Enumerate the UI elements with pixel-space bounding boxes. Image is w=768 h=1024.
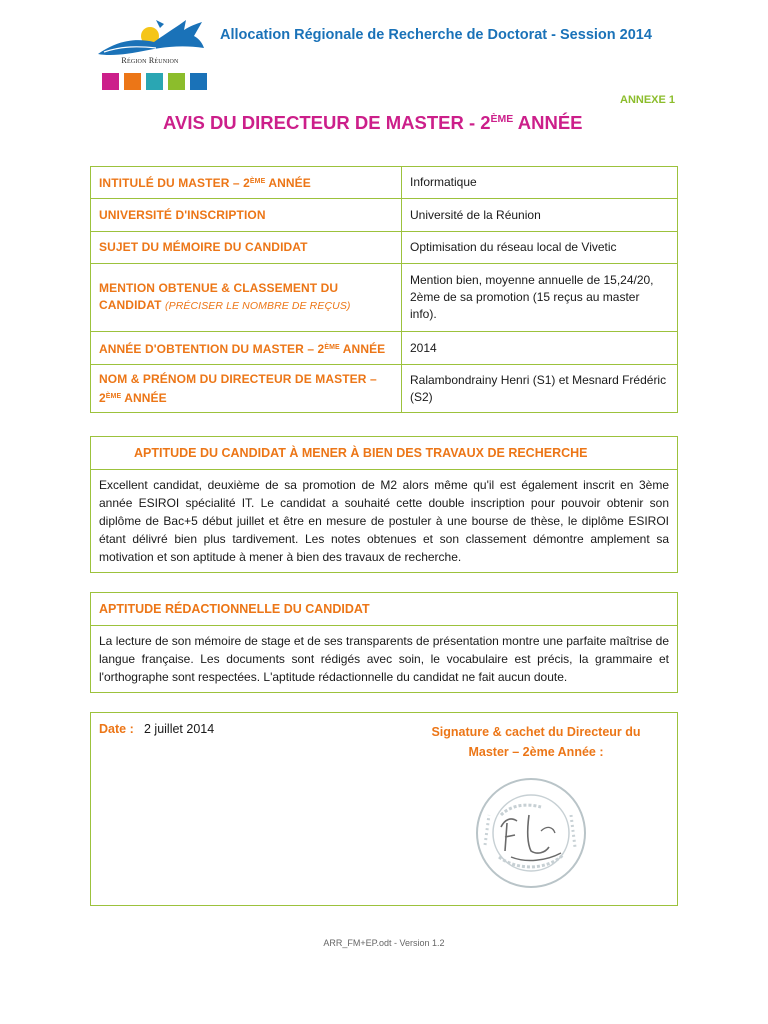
header-title: Allocation Régionale de Recherche de Doctorat - Session 2014 [220,27,652,43]
section-heading: APTITUDE DU CANDIDAT À MENER À BIEN DES TRAVAUX DE RECHERCHE [91,437,677,470]
signature-box [90,712,678,906]
row-value: Ralambondrainy Henri (S1) et Mesnard Frédéric (S2) [402,365,678,413]
table-row [91,167,678,199]
writing-aptitude-section [90,592,678,693]
label-text: ANNÉE [265,176,311,190]
signature-label-line1: Signature & cachet du Directeur du [431,725,641,739]
table-row [91,365,678,413]
stamp-signature-icon [471,775,591,893]
row-label [91,365,402,413]
logo-square-teal [146,73,163,90]
title-sup: ÈME [490,113,514,125]
table-row [91,332,678,365]
row-value: 2014 [402,332,678,365]
signature-label-line2: Master – 2ème Année : [468,745,604,759]
signature-label [401,722,671,762]
row-value: Université de la Réunion [402,199,678,232]
table-row [91,232,678,264]
section-heading: APTITUDE RÉDACTIONNELLE DU CANDIDAT [91,593,677,626]
label-text: ANNÉE D'OBTENTION DU MASTER – 2 [99,341,325,356]
label-sup: ÈME [249,178,266,185]
page-title [163,112,583,134]
label-sup: ÈME [324,343,340,351]
date-value: 2 juillet 2014 [144,722,215,736]
footer-version: ARR_FM+EP.odt - Version 1.2 [323,938,445,948]
logo-square-blue [190,73,207,90]
logo-square-orange [124,73,141,90]
label-text: INTITULÉ DU MASTER – 2 [99,176,250,190]
label-text: UNIVERSITÉ D'INSCRIPTION [99,207,266,222]
row-label [91,332,402,365]
label-text: MENTION OBTENUE & CLASSEMENT DU CANDIDAT [99,281,339,312]
logo-color-squares [102,73,207,90]
logo-square-magenta [102,73,119,90]
table-row [91,264,678,332]
master-info-table [90,166,678,413]
table-row [91,199,678,232]
section-text: Excellent candidat, deuxième de sa promotion de M2 alors même qu'il est également inscrit en 3ème année ESIROI spécialité IT. Le candidat a souhaité cette double inscription pour pouvoir obtenir son diplôme de Bac+5 début juillet et être en mesure de postuler à une bourse de thèse, le diplôme ESIROI étant délivré bien plus tardivement. Les notes obtenues et son classement démontre amplement sa motivation et son aptitude à mener à bien des travaux de recherche. [99,478,669,564]
logo-text: Région Réunion [121,56,179,65]
label-text: ANNÉE [339,341,386,356]
research-aptitude-section [90,436,678,573]
row-label [91,167,402,199]
label-hint: (PRÉCISER LE NOMBRE DE REÇUS) [165,300,351,312]
row-label [91,232,402,264]
section-text: La lecture de son mémoire de stage et de ses transparents de présentation montre une parfaite maîtrise de langue française. Les documents sont rédigés avec soin, le vocabulaire est précis, la grammaire et l'orthographe sont respectées. L'aptitude rédactionnelle du candidat ne fait aucun doute. [99,634,669,684]
row-label [91,264,402,332]
label-text: ANNÉE [121,390,167,405]
region-reunion-logo [98,18,206,96]
label-sup: ÈME [105,392,122,400]
mountain-logo-icon [98,18,206,60]
row-value: Mention bien, moyenne annuelle de 15,24/20, 2ème de sa promotion (15 reçus au master info). [402,264,678,332]
title-suffix: ANNÉE [513,112,583,133]
logo-square-green [168,73,185,90]
annex-label: ANNEXE 1 [620,94,676,106]
row-label [91,199,402,232]
label-text: SUJET DU MÉMOIRE DU CANDIDAT [99,240,308,254]
row-value: Informatique [402,167,678,199]
title-prefix: AVIS DU DIRECTEUR DE MASTER - 2 [163,112,491,133]
date-label: Date : [99,722,134,736]
label-text: NOM & PRÉNOM DU DIRECTEUR DE MASTER – 2 [99,371,377,405]
row-value: Optimisation du réseau local de Vivetic [402,232,678,264]
